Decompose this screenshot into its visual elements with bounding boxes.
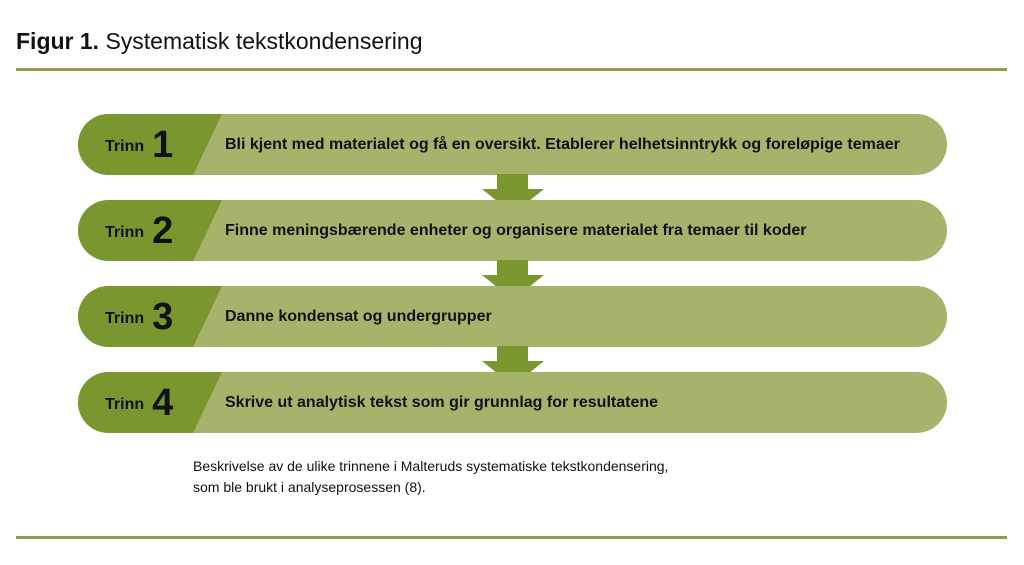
step-2 [78, 200, 947, 261]
step-description: Danne kondensat og undergrupper [225, 307, 492, 325]
step-label [105, 372, 173, 433]
figure-caption [193, 456, 668, 498]
step-word: Trinn [105, 137, 145, 155]
step-word: Trinn [105, 309, 145, 327]
step-description: Finne meningsbærende enheter og organisere materialet fra temaer til koder [225, 221, 807, 239]
step-word: Trinn [105, 395, 145, 413]
step-4 [78, 372, 947, 433]
caption-line-1: Beskrivelse av de ulike trinnene i Malteruds systematiske tekstkondensering, [193, 458, 669, 474]
step-label [105, 114, 173, 175]
bottom-divider [16, 536, 1007, 539]
step-1 [78, 114, 947, 175]
figure-title [16, 26, 423, 56]
step-number: 3 [152, 295, 174, 338]
step-number: 2 [152, 209, 174, 252]
figure-label: Figur 1. [16, 28, 100, 54]
step-description: Bli kjent med materialet og få en oversikt. Etablerer helhetsinntrykk og foreløpige temaer [225, 135, 900, 153]
top-divider [16, 68, 1007, 71]
step-description: Skrive ut analytisk tekst som gir grunnlag for resultatene [225, 393, 659, 411]
step-word: Trinn [105, 223, 145, 241]
caption-line-2: som ble brukt i analyseprosessen (8). [193, 479, 426, 495]
figure-title-text: Systematisk tekstkondensering [105, 28, 423, 54]
step-label [105, 286, 173, 347]
step-number: 4 [152, 381, 174, 424]
step-number: 1 [152, 123, 174, 166]
step-3 [78, 286, 947, 347]
step-label [105, 200, 173, 261]
